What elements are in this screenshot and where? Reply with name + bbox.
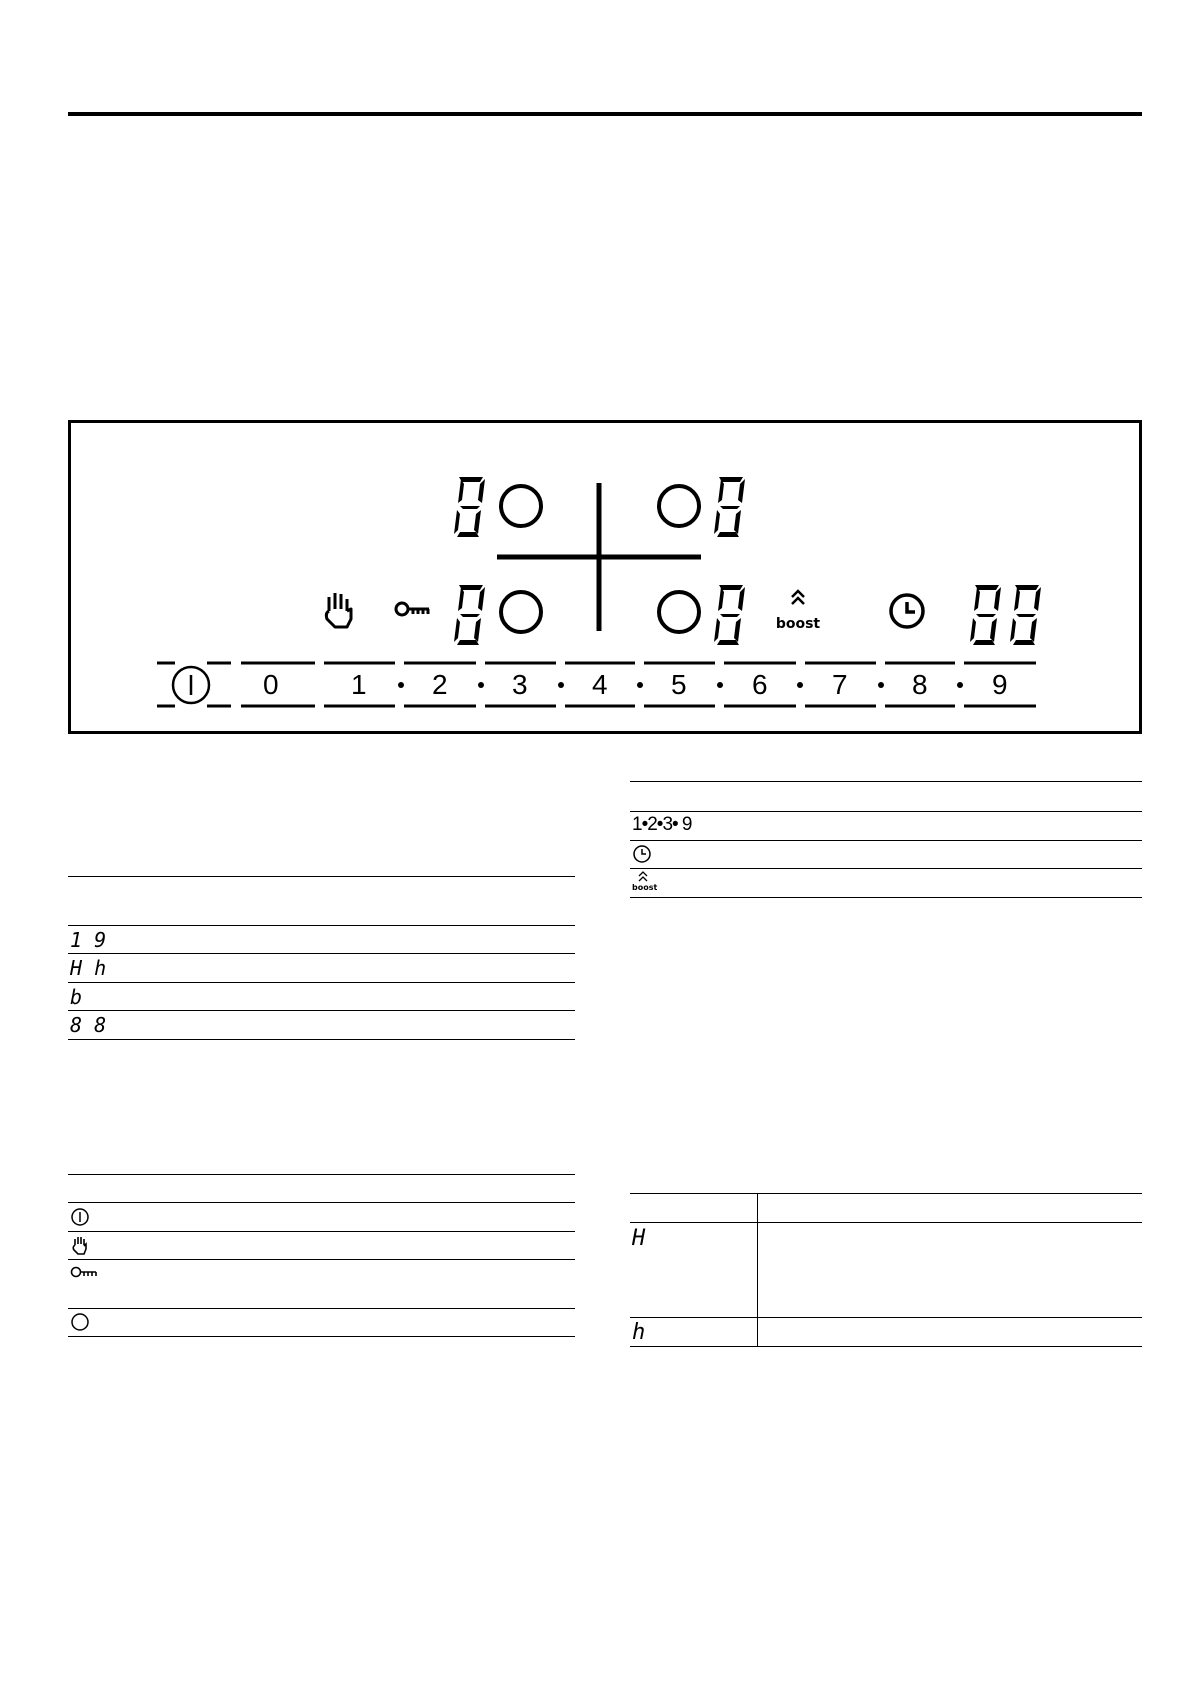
zone-display-front-left bbox=[454, 477, 485, 537]
symbol-timer-digits: 8 8 bbox=[70, 1013, 107, 1037]
hob-control-panel bbox=[68, 420, 1142, 734]
power-level-4[interactable]: 4 bbox=[592, 669, 608, 700]
svg-text:boost: boost bbox=[775, 616, 821, 632]
key-icon bbox=[70, 1266, 98, 1280]
boost-icon bbox=[636, 871, 650, 883]
symbol-boost: b bbox=[70, 985, 83, 1009]
power-level-3[interactable]: 3 bbox=[512, 669, 528, 700]
hand-icon bbox=[70, 1235, 90, 1255]
power-level-6[interactable]: 6 bbox=[752, 669, 768, 700]
power-level-5[interactable]: 5 bbox=[671, 669, 687, 700]
power-level-2[interactable]: 2 bbox=[432, 669, 448, 700]
symbol-residual-heat-low: h bbox=[632, 1320, 646, 1345]
symbol-levels-1-9: 1 9 bbox=[70, 928, 107, 952]
symbol-power-settings: 1•2•3• 9 bbox=[632, 814, 692, 835]
circle-icon bbox=[70, 1312, 90, 1332]
symbol-residual-heat-high: H bbox=[632, 1226, 646, 1251]
power-level-1[interactable]: 1 bbox=[351, 669, 367, 700]
page-top-rule bbox=[68, 112, 1142, 116]
power-level-9[interactable]: 9 bbox=[992, 669, 1008, 700]
power-level-0[interactable]: 0 bbox=[263, 669, 279, 700]
clock-icon bbox=[632, 844, 652, 864]
boost-icon-label: boost bbox=[632, 883, 658, 892]
power-icon bbox=[70, 1207, 90, 1227]
power-level-7[interactable]: 7 bbox=[832, 669, 848, 700]
symbol-residual-heat: H h bbox=[70, 956, 107, 980]
power-level-8[interactable]: 8 bbox=[912, 669, 928, 700]
